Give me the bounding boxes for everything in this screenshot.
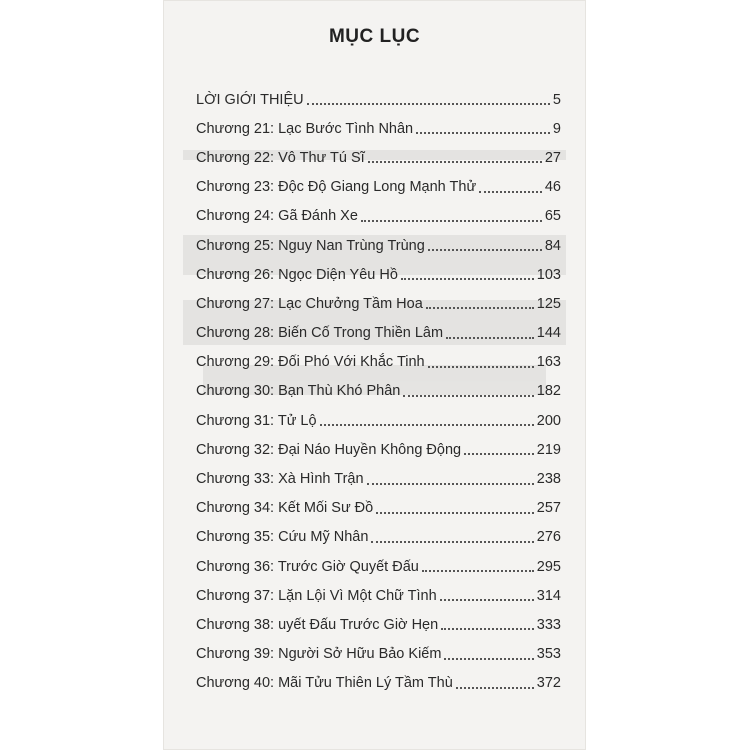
toc-entry bbox=[196, 494, 561, 523]
toc-entry-page: 182 bbox=[536, 383, 561, 400]
toc-entry bbox=[196, 669, 561, 698]
toc-entry-label: Chương 23: Độc Độ Giang Long Mạnh Thử bbox=[196, 179, 477, 196]
toc-entry-page: 84 bbox=[544, 237, 561, 254]
toc-entry-page: 314 bbox=[536, 587, 561, 604]
toc-entry bbox=[196, 406, 561, 435]
dot-leader bbox=[403, 394, 533, 397]
dot-leader bbox=[371, 540, 533, 543]
toc-entry bbox=[196, 610, 561, 639]
table-of-contents bbox=[196, 85, 561, 698]
dot-leader bbox=[376, 511, 534, 514]
toc-entry-page: 238 bbox=[536, 471, 561, 488]
toc-entry-page: 200 bbox=[536, 412, 561, 429]
dot-leader bbox=[426, 306, 534, 309]
toc-entry-page: 276 bbox=[536, 529, 561, 546]
toc-entry bbox=[196, 523, 561, 552]
toc-entry-label: Chương 39: Người Sở Hữu Bảo Kiếm bbox=[196, 646, 442, 663]
toc-entry-label: Chương 29: Đối Phó Với Khắc Tinh bbox=[196, 354, 425, 371]
dot-leader bbox=[440, 598, 534, 601]
toc-entry bbox=[196, 377, 561, 406]
toc-entry bbox=[196, 552, 561, 581]
toc-entry bbox=[196, 581, 561, 610]
dot-leader bbox=[367, 482, 534, 485]
dot-leader bbox=[416, 131, 550, 134]
toc-entry bbox=[196, 435, 561, 464]
toc-entry-page: 257 bbox=[536, 500, 561, 517]
toc-entry-page: 9 bbox=[552, 120, 561, 137]
dot-leader bbox=[368, 160, 542, 163]
dot-leader bbox=[320, 423, 534, 426]
dot-leader bbox=[428, 365, 534, 368]
dot-leader bbox=[446, 336, 534, 339]
toc-entry bbox=[196, 319, 561, 348]
toc-entry-label: Chương 26: Ngọc Diện Yêu Hồ bbox=[196, 266, 398, 283]
toc-entry-label: Chương 38: uyết Đấu Trước Giờ Hẹn bbox=[196, 616, 439, 633]
toc-entry-label: LỜI GIỚI THIỆU bbox=[196, 91, 304, 108]
toc-entry-page: 65 bbox=[544, 208, 561, 225]
toc-entry bbox=[196, 173, 561, 202]
toc-entry-label: Chương 32: Đại Náo Huyền Không Động bbox=[196, 441, 462, 458]
dot-leader bbox=[444, 657, 533, 660]
toc-entry-page: 103 bbox=[536, 266, 561, 283]
toc-entry-label: Chương 21: Lạc Bước Tình Nhân bbox=[196, 120, 414, 137]
toc-entry bbox=[196, 231, 561, 260]
toc-entry bbox=[196, 464, 561, 493]
toc-entry-page: 219 bbox=[536, 441, 561, 458]
toc-entry-label: Chương 40: Mãi Tửu Thiên Lý Tầm Thù bbox=[196, 675, 453, 692]
book-page bbox=[163, 0, 586, 750]
toc-entry-page: 5 bbox=[552, 91, 561, 108]
toc-entry-page: 27 bbox=[544, 149, 561, 166]
toc-entry bbox=[196, 202, 561, 231]
toc-entry-label: Chương 27: Lạc Chưởng Tầm Hoa bbox=[196, 295, 423, 312]
toc-entry-label: Chương 34: Kết Mối Sư Đồ bbox=[196, 500, 374, 517]
toc-entry-label: Chương 36: Trước Giờ Quyết Đấu bbox=[196, 558, 419, 575]
toc-entry-label: Chương 24: Gã Đánh Xe bbox=[196, 208, 358, 225]
toc-entry bbox=[196, 114, 561, 143]
toc-entry bbox=[196, 289, 561, 318]
toc-entry-page: 333 bbox=[536, 616, 561, 633]
page-title: MỤC LỤC bbox=[328, 26, 421, 47]
toc-entry-label: Chương 35: Cứu Mỹ Nhân bbox=[196, 529, 369, 546]
toc-entry bbox=[196, 260, 561, 289]
dot-leader bbox=[361, 219, 542, 222]
toc-entry-page: 144 bbox=[536, 325, 561, 342]
toc-entry bbox=[196, 85, 561, 114]
dot-leader bbox=[401, 277, 534, 280]
toc-entry-label: Chương 22: Vô Thư Tú Sĩ bbox=[196, 149, 365, 166]
toc-entry-page: 372 bbox=[536, 675, 561, 692]
dot-leader bbox=[441, 627, 534, 630]
dot-leader bbox=[428, 248, 542, 251]
toc-entry-page: 163 bbox=[536, 354, 561, 371]
toc-entry bbox=[196, 640, 561, 669]
toc-entry-label: Chương 25: Nguy Nan Trùng Trùng bbox=[196, 237, 425, 254]
toc-entry-page: 295 bbox=[536, 558, 561, 575]
toc-entry bbox=[196, 348, 561, 377]
toc-entry-label: Chương 37: Lặn Lội Vì Một Chữ Tình bbox=[196, 587, 437, 604]
toc-entry-label: Chương 33: Xà Hình Trận bbox=[196, 471, 364, 488]
toc-entry bbox=[196, 143, 561, 172]
toc-entry-label: Chương 30: Bạn Thù Khó Phân bbox=[196, 383, 401, 400]
dot-leader bbox=[464, 452, 534, 455]
dot-leader bbox=[422, 569, 534, 572]
toc-entry-page: 46 bbox=[544, 179, 561, 196]
toc-entry-label: Chương 28: Biến Cố Trong Thiền Lâm bbox=[196, 325, 444, 342]
dot-leader bbox=[307, 102, 550, 105]
toc-entry-label: Chương 31: Tử Lộ bbox=[196, 412, 317, 429]
dot-leader bbox=[479, 190, 542, 193]
toc-entry-page: 353 bbox=[536, 646, 561, 663]
dot-leader bbox=[456, 686, 534, 689]
toc-entry-page: 125 bbox=[536, 295, 561, 312]
